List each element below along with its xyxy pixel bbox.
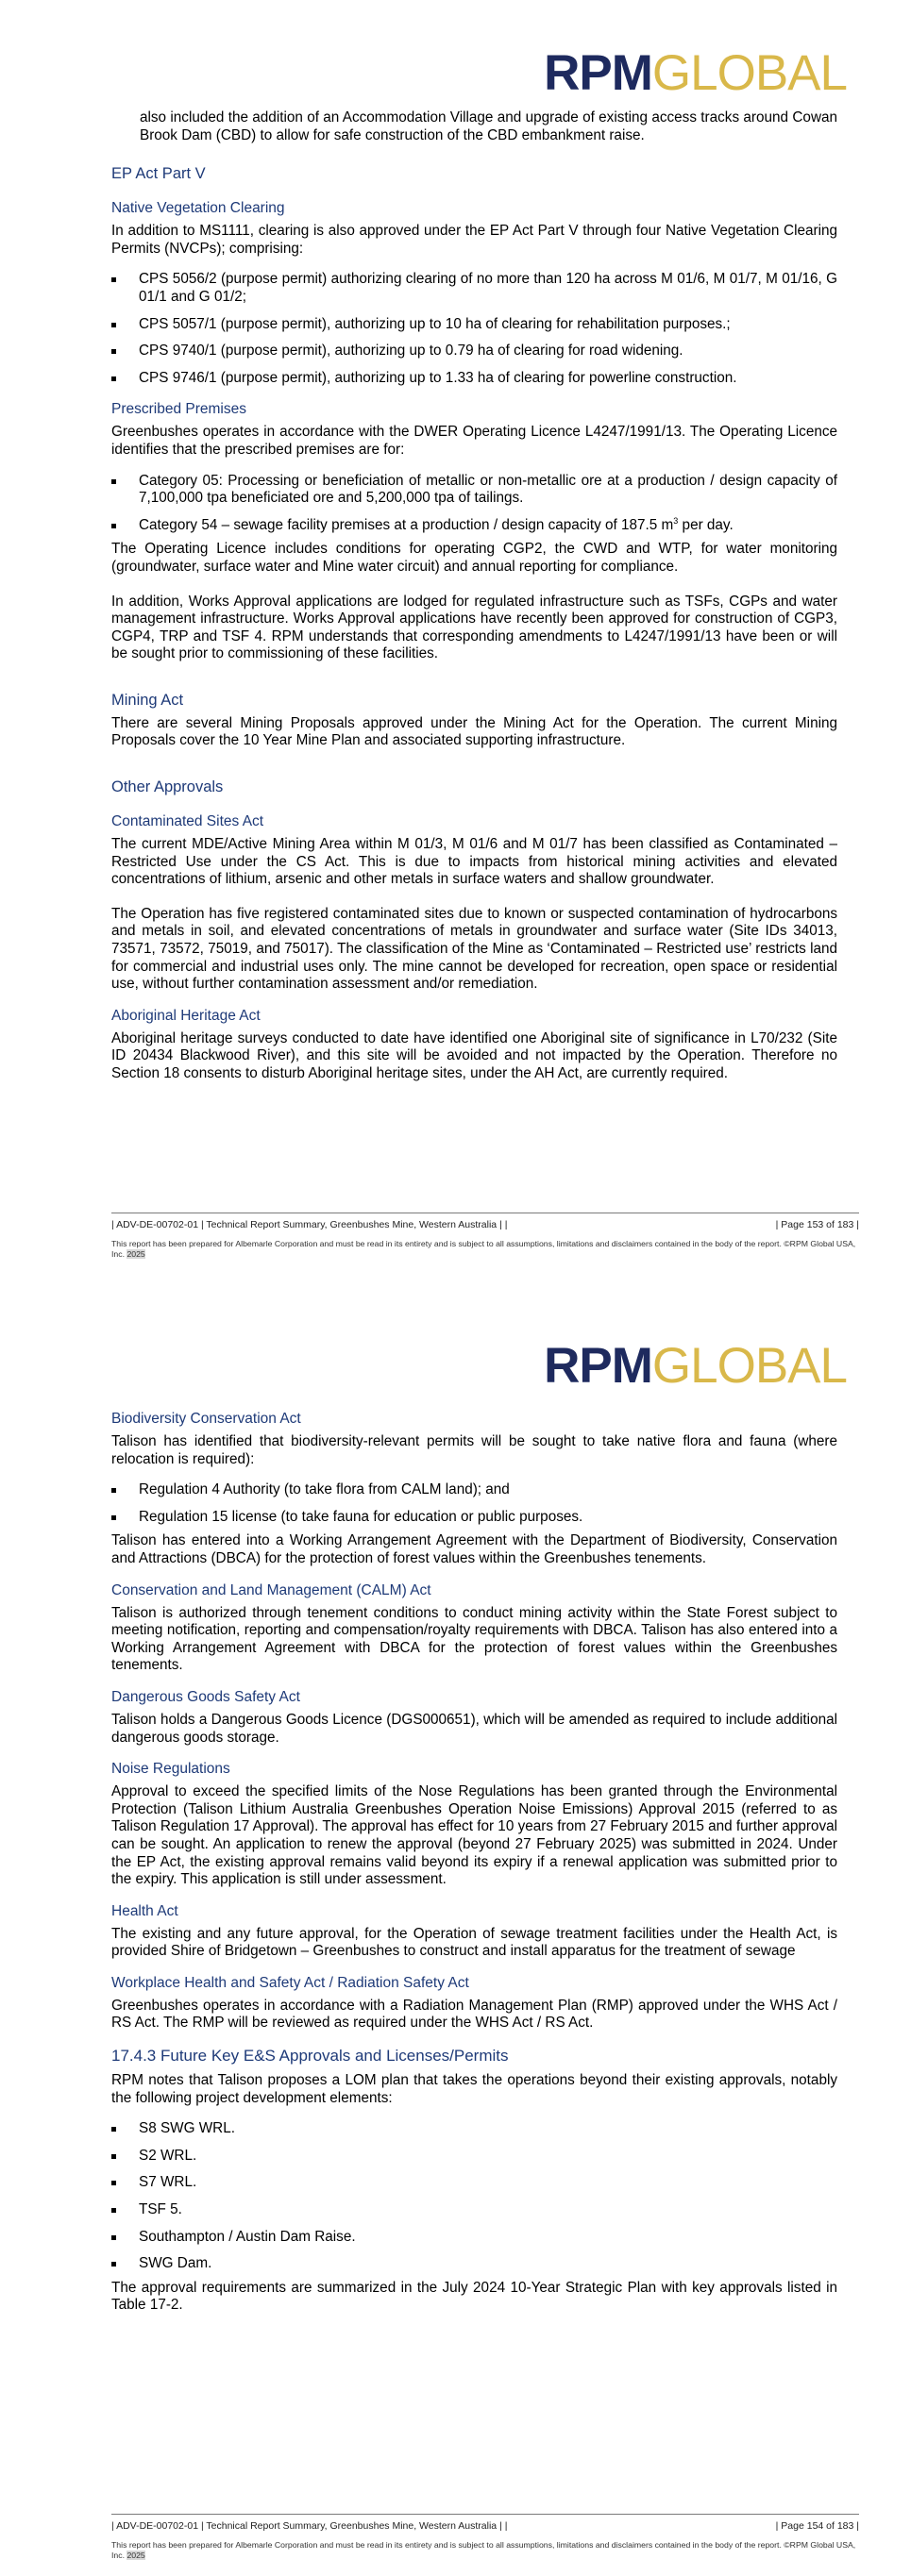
page-footer: [111, 1213, 859, 1260]
calm-act-heading: Conservation and Land Management (CALM) Act: [111, 1581, 431, 1598]
closing-paragraph: The approval requirements are summarized in the July 2024 10-Year Strategic Plan with key approvals listed in Table 17-2.: [111, 2279, 837, 2314]
list-item: S2 WRL.: [111, 2148, 837, 2166]
contaminated-sites-heading: Contaminated Sites Act: [111, 813, 264, 830]
footer-report-id: | ADV-DE-00702-01 | Technical Report Summary, Greenbushes Mine, Western Australia | |: [111, 1219, 508, 1230]
bullet-icon: [111, 2181, 116, 2185]
health-paragraph: The existing and any future approval, for the Operation of sewage treatment facilities under the Health Act, is provided Shire of Bridgetown – Greenbushes to construct and install apparatus for the treatment of sewage: [111, 1925, 837, 1960]
footer-disclaimer: This report has been prepared for Albemarle Corporation and must be read in its entirety and is subject to all assumptions, limitations and disclaimers contained in the body of the report. ©RPM Global USA, Inc. 2025: [111, 1239, 856, 1259]
noise-regulations-heading: Noise Regulations: [111, 1761, 230, 1778]
footer-page-number: | Page 153 of 183 |: [775, 1219, 859, 1230]
bullet-icon: [111, 2235, 116, 2240]
footer-disclaimer: This report has been prepared for Albemarle Corporation and must be read in its entirety and is subject to all assumptions, limitations and disclaimers contained in the body of the report. ©RPM Global USA, Inc. 2025: [111, 2540, 856, 2560]
list-item: TSF 5.: [111, 2201, 837, 2219]
bullet-icon: [111, 2262, 116, 2267]
mining-paragraph: There are several Mining Proposals approved under the Mining Act for the Operation. The current Mining Proposals cover the 10 Year Mine Plan and associated supporting infrastructure.: [111, 714, 837, 749]
page-154-content: [111, 1410, 837, 2315]
list-item: S8 SWG WRL.: [111, 2120, 837, 2138]
future-elements-list: [111, 2120, 837, 2273]
list-item: SWG Dam.: [111, 2255, 837, 2273]
other-approvals-heading: Other Approvals: [111, 778, 224, 796]
rpm-global-logo: RPMGLOBAL: [544, 1338, 847, 1394]
pp-category-list: [111, 473, 837, 535]
mining-act-heading: Mining Act: [111, 691, 184, 709]
list-item: S7 WRL.: [111, 2174, 837, 2192]
footer-report-id: | ADV-DE-00702-01 | Technical Report Summary, Greenbushes Mine, Western Australia | |: [111, 2520, 508, 2532]
health-act-heading: Health Act: [111, 1902, 178, 1919]
list-item: Category 54 – sewage facility premises at a production / design capacity of 187.5 $m^3$ per day.: [111, 517, 837, 535]
bca-paragraph: Talison has identified that biodiversity-relevant permits will be sought to take native flora and fauna (where relocation is required):: [111, 1433, 837, 1467]
bullet-icon: [111, 2208, 116, 2213]
footer-page-number: | Page 154 of 183 |: [775, 2520, 859, 2532]
bullet-icon: [111, 2154, 116, 2159]
list-item: CPS 9740/1 (purpose permit), authorizing up to 0.79 ha of clearing for road widening.: [111, 343, 837, 360]
bullet-icon: [111, 376, 116, 381]
nvc-heading: Native Vegetation Clearing: [111, 200, 285, 217]
ep-act-heading: EP Act Part V: [111, 165, 206, 183]
future-paragraph: RPM notes that Talison proposes a LOM plan that takes the operations beyond their existing approvals, notably the following project development elements:: [111, 2072, 837, 2106]
csa-paragraph-1: The current MDE/Active Mining Area within M 01/3, M 01/6 and M 01/7 has been classified as Contaminated – Restricted Use under the CS Act. This is due to impacts from historical mining activities and elevated concentrations of lithium, arsenic and other metals in surface waters and shallow groundwater.: [111, 836, 837, 888]
bca-permit-list: [111, 1481, 837, 1526]
bullet-icon: [111, 1515, 116, 1520]
biodiversity-heading: Biodiversity Conservation Act: [111, 1411, 301, 1427]
bullet-icon: [111, 1488, 116, 1493]
noise-paragraph: Approval to exceed the specified limits of the Nose Regulations has been granted through the Environmental Protection (Talison Lithium Australia Greenbushes Operation Noise Emissions) Approval 2015 (referred to as Talison Regulation 17 Approval). The approval has effect for 10 years from 27 February 2015 and further approval can be sought. An application to renew the approval (beyond 27 February 2025) was submitted in 2024. Under the EP Act, the existing approval remains valid beyond its expiry if a renewal application was submitted prior to the expiry. This application is still under assessment.: [111, 1783, 837, 1888]
list-item: Regulation 15 license (to take fauna for education or public purposes.: [111, 1509, 837, 1527]
bullet-icon: [111, 524, 116, 528]
pp-paragraph-2: The Operating Licence includes conditions for operating CGP2, the CWD and WTP, for water monitoring (groundwater, surface water and Mine water circuit) and annual reporting for compliance.: [111, 541, 837, 575]
page-153-content: [111, 109, 837, 1083]
aboriginal-heritage-heading: Aboriginal Heritage Act: [111, 1007, 261, 1024]
bullet-icon: [111, 349, 116, 354]
whs-act-heading: Workplace Health and Safety Act / Radiation Safety Act: [111, 1974, 469, 1991]
dangerous-goods-heading: Dangerous Goods Safety Act: [111, 1688, 300, 1705]
list-item: Category 05: Processing or beneficiation of metallic or non-metallic ore at a production / design capacity of 7,100,000 tpa beneficiated ore and 5,200,000 tpa of tailings.: [111, 473, 837, 508]
aha-paragraph: Aboriginal heritage surveys conducted to date have identified one Aboriginal site of significance in L70/232 (Site ID 20434 Blackwood River), and this site will be avoided and not impacted by the Operation. Therefore no Section 18 consents to disturb Aboriginal heritage sites, under the AH Act, are currently required.: [111, 1029, 837, 1081]
pp-paragraph: Greenbushes operates in accordance with the DWER Operating Licence L4247/1991/13. The Operating Licence identifies that the prescribed premises are for:: [111, 424, 837, 458]
list-item: CPS 5057/1 (purpose permit), authorizing up to 10 ha of clearing for rehabilitation purposes.;: [111, 316, 837, 334]
bca-paragraph-2: Talison has entered into a Working Arrangement Agreement with the Department of Biodiversity, Conservation and Attractions (DBCA) for the protection of forest values within the Greenbushes tenements.: [111, 1532, 837, 1566]
future-approvals-heading: 17.4.3 Future Key E&S Approvals and Licenses/Permits: [111, 2047, 509, 2066]
bullet-icon: [111, 479, 116, 484]
list-item: CPS 9746/1 (purpose permit), authorizing up to 1.33 ha of clearing for powerline construction.: [111, 370, 837, 388]
rpm-global-logo: RPMGLOBAL: [544, 45, 847, 101]
intro-paragraph: also included the addition of an Accommodation Village and upgrade of existing access tracks around Cowan Brook Dam (CBD) to allow for safe construction of the CBD embankment raise.: [140, 109, 837, 143]
prescribed-premises-heading: Prescribed Premises: [111, 401, 246, 418]
list-item: Southampton / Austin Dam Raise.: [111, 2229, 837, 2247]
list-item: Regulation 4 Authority (to take flora from CALM land); and: [111, 1481, 837, 1499]
whs-paragraph: Greenbushes operates in accordance with a Radiation Management Plan (RMP) approved under the WHS Act / RS Act. The RMP will be reviewed as required under the WHS Act / RS Act.: [111, 1997, 837, 2032]
bullet-icon: [111, 2127, 116, 2132]
csa-paragraph-2: The Operation has five registered contaminated sites due to known or suspected contamination of hydrocarbons and metals in soil, and elevated concentrations of metals in groundwater and surface water (Site IDs 34013, 73571, 73572, 75019, and 75017). The classification of the Mine as ‘Contaminated – Restricted use’ restricts land for commercial and industrial uses only. The mine cannot be developed for recreation, open space or residential use, without further contamination assessment and/or remediation.: [111, 905, 837, 993]
dgsa-paragraph: Talison holds a Dangerous Goods Licence (DGS000651), which will be amended as required to include additional dangerous goods storage.: [111, 1711, 837, 1746]
nvc-permit-list: [111, 271, 837, 387]
calm-paragraph: Talison is authorized through tenement conditions to conduct mining activity within the State Forest subject to meeting notification, reporting and compensation/royalty requirements with DBCA. Talison has also entered into a Working Arrangement Agreement with DBCA for the protection of forest values within the Greenbushes tenements.: [111, 1604, 837, 1674]
footer-divider: [111, 2514, 859, 2515]
pp-paragraph-3: In addition, Works Approval applications are lodged for regulated infrastructure such as TSFs, CGPs and water management infrastructure. Works Approval applications have recently been approved for construction of CGP3, CGP4, TRP and TSF 4. RPM understands that corresponding amendments to L4247/1991/13 have been or will be sought prior to commissioning of these facilities.: [111, 593, 837, 662]
bullet-icon: [111, 323, 116, 327]
nvc-paragraph: In addition to MS1111, clearing is also approved under the EP Act Part V through four Native Vegetation Clearing Permits (NVCPs); comprising:: [111, 223, 837, 257]
bullet-icon: [111, 277, 116, 282]
page-footer: [111, 2514, 859, 2561]
list-item: CPS 5056/2 (purpose permit) authorizing clearing of no more than 120 ha across M 01/6, M 01/7, M 01/16, G 01/1 and G 01/2;: [111, 271, 837, 306]
